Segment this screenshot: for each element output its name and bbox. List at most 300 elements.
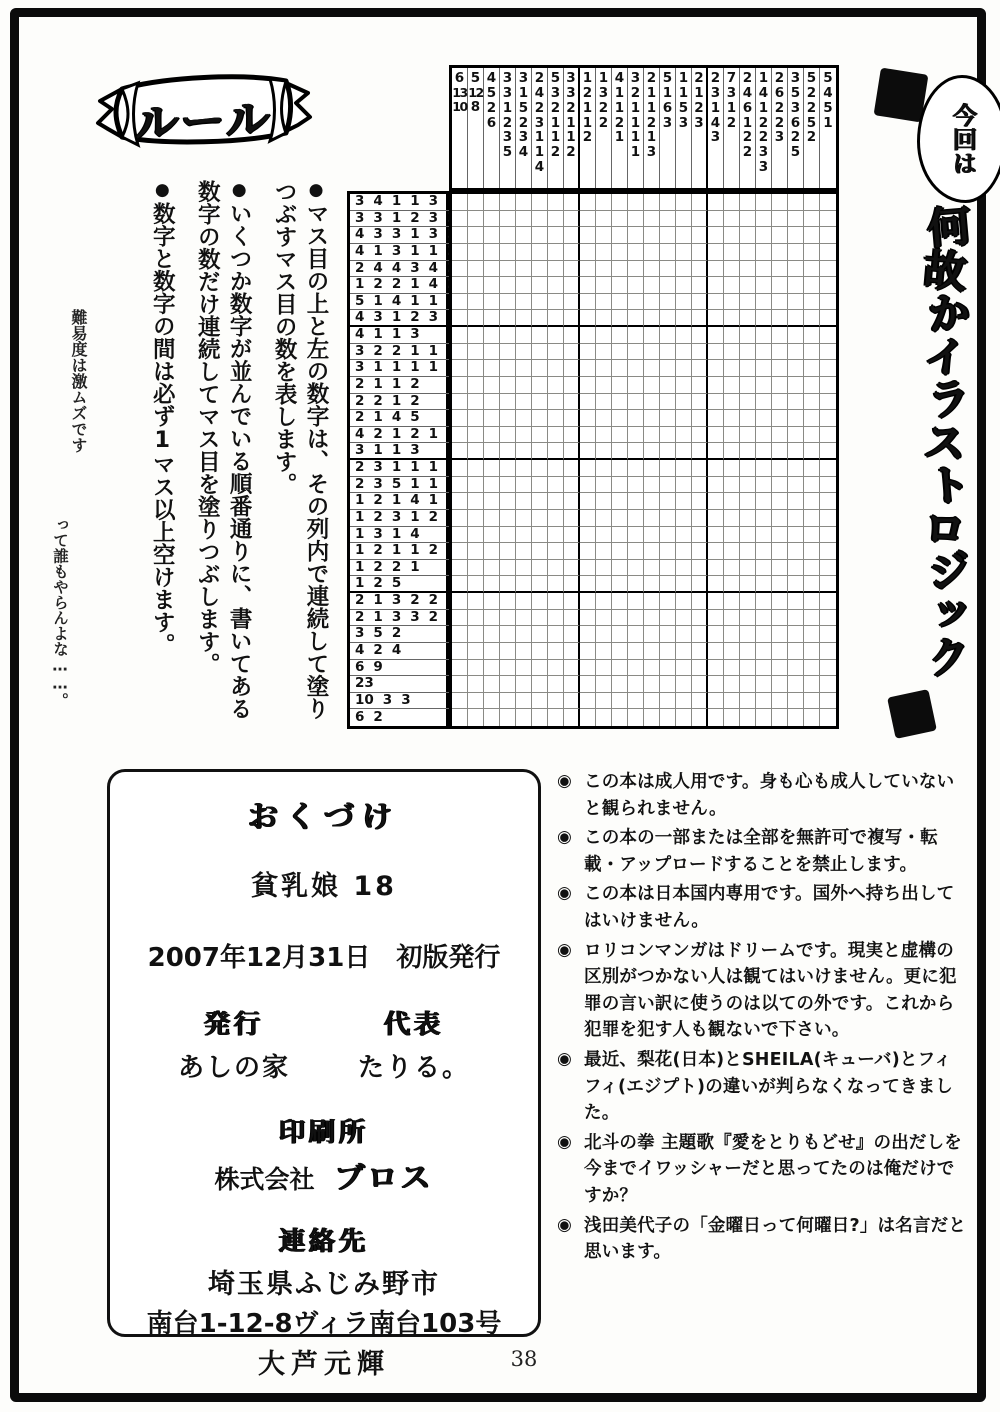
grid-cell <box>548 410 564 427</box>
grid-cell <box>772 527 788 544</box>
notice-bullet-icon: ◉ <box>557 771 572 791</box>
grid-cell <box>756 194 772 211</box>
grid-cell <box>628 277 644 294</box>
grid-cell <box>676 394 692 411</box>
grid-cell <box>740 244 756 261</box>
grid-cell <box>804 194 820 211</box>
grid-cell <box>468 261 484 278</box>
grid-cell <box>516 194 532 211</box>
grid-cell <box>500 643 516 660</box>
grid-cell <box>644 211 660 228</box>
grid-cell <box>740 194 756 211</box>
grid-cell <box>596 560 612 577</box>
row-clue-14: 2 1 4 5 <box>350 410 456 427</box>
aside-note: って誰もやらんよな……。 <box>51 517 69 708</box>
grid-cell <box>500 344 516 361</box>
grid-cell <box>692 527 708 544</box>
grid-cell <box>820 693 836 710</box>
grid-cell <box>612 410 628 427</box>
grid-cell <box>580 394 596 411</box>
grid-cell <box>772 477 788 494</box>
grid-cell <box>820 660 836 677</box>
grid-cell <box>468 394 484 411</box>
grid-cell <box>676 643 692 660</box>
difficulty-note: 難易度は激ムズです <box>69 309 88 453</box>
grid-cell <box>756 510 772 527</box>
grid-cell <box>564 377 580 394</box>
col-clue-7: 5 3 2 1 1 2 <box>548 68 564 188</box>
notice-item-2 <box>557 825 967 878</box>
row-clue-17: 2 3 1 1 1 <box>350 460 456 477</box>
grid-cell <box>612 460 628 477</box>
grid-cell <box>772 626 788 643</box>
grid-cell <box>452 593 468 610</box>
grid-cell <box>724 626 740 643</box>
grid-cell <box>708 510 724 527</box>
grid-cell <box>804 410 820 427</box>
grid-cell <box>628 377 644 394</box>
grid-cell <box>532 610 548 627</box>
grid-cell <box>660 227 676 244</box>
grid-cell <box>676 294 692 311</box>
grid-cell <box>772 543 788 560</box>
grid-cell <box>708 427 724 444</box>
title-character: 故 <box>915 245 969 293</box>
notice-bullet-icon: ◉ <box>557 1131 572 1152</box>
grid-cell <box>804 676 820 693</box>
notice-item-4 <box>557 938 967 1044</box>
grid-cell <box>676 227 692 244</box>
grid-cell <box>676 244 692 261</box>
grid-cell <box>708 244 724 261</box>
grid-cell <box>596 676 612 693</box>
grid-cell <box>612 693 628 710</box>
grid-cell <box>532 277 548 294</box>
grid-cell <box>628 427 644 444</box>
grid-cell <box>644 394 660 411</box>
col-clue-14: 5 1 6 3 <box>660 68 676 188</box>
grid-cell <box>532 626 548 643</box>
grid-cell <box>756 227 772 244</box>
grid-cell <box>660 443 676 460</box>
grid-cell <box>628 660 644 677</box>
grid-cell <box>724 211 740 228</box>
grid-cell <box>580 443 596 460</box>
col-clue-10: 1 3 2 2 <box>596 68 612 188</box>
grid-cell <box>804 261 820 278</box>
grid-cell <box>676 427 692 444</box>
grid-cell <box>564 261 580 278</box>
grid-cell <box>740 709 756 726</box>
grid-cell <box>756 443 772 460</box>
grid-cell <box>548 610 564 627</box>
puzzle-grid <box>449 191 839 729</box>
grid-cell <box>628 676 644 693</box>
grid-cell <box>756 560 772 577</box>
grid-cell <box>532 410 548 427</box>
grid-cell <box>740 477 756 494</box>
grid-cell <box>660 410 676 427</box>
puzzle-row-clues <box>347 191 449 729</box>
grid-cell <box>804 693 820 710</box>
grid-cell <box>676 360 692 377</box>
printer-company: 株式会社 <box>214 1165 315 1194</box>
title-character: ッ <box>915 589 969 637</box>
grid-cell <box>644 344 660 361</box>
grid-cell <box>756 676 772 693</box>
grid-cell <box>500 610 516 627</box>
grid-cell <box>708 660 724 677</box>
grid-cell <box>516 344 532 361</box>
grid-cell <box>788 310 804 327</box>
grid-cell <box>772 194 788 211</box>
grid-cell <box>612 477 628 494</box>
grid-cell <box>756 576 772 593</box>
row-clue-28: 4 2 4 <box>350 643 456 660</box>
grid-cell <box>772 327 788 344</box>
grid-cell <box>772 211 788 228</box>
grid-cell <box>612 593 628 610</box>
grid-cell <box>676 510 692 527</box>
grid-cell <box>516 261 532 278</box>
grid-cell <box>484 593 500 610</box>
rules-text-block <box>111 180 331 732</box>
grid-cell <box>484 543 500 560</box>
grid-cell <box>628 576 644 593</box>
grid-cell <box>820 327 836 344</box>
grid-cell <box>548 660 564 677</box>
grid-cell <box>740 676 756 693</box>
grid-cell <box>708 443 724 460</box>
notice-text: この本の一部または全部を無許可で複写・転載・アップロードすることを禁止します。 <box>584 828 938 875</box>
grid-cell <box>804 643 820 660</box>
row-clue-3: 4 3 3 1 3 <box>350 227 456 244</box>
grid-cell <box>484 244 500 261</box>
grid-cell <box>644 626 660 643</box>
grid-cell <box>756 527 772 544</box>
grid-cell <box>500 244 516 261</box>
grid-cell <box>692 277 708 294</box>
grid-cell <box>612 310 628 327</box>
grid-cell <box>580 377 596 394</box>
grid-cell <box>564 660 580 677</box>
grid-cell <box>692 443 708 460</box>
grid-cell <box>628 510 644 527</box>
grid-cell <box>452 194 468 211</box>
grid-cell <box>772 660 788 677</box>
grid-cell <box>788 493 804 510</box>
grid-cell <box>644 443 660 460</box>
row-clue-7: 5 1 4 1 1 <box>350 294 456 311</box>
grid-cell <box>676 410 692 427</box>
grid-cell <box>708 593 724 610</box>
grid-cell <box>612 261 628 278</box>
grid-cell <box>532 261 548 278</box>
grid-cell <box>612 344 628 361</box>
col-clue-6: 2 4 2 3 1 1 4 <box>532 68 548 188</box>
grid-cell <box>548 227 564 244</box>
grid-cell <box>644 310 660 327</box>
row-clue-31: 10 3 3 <box>350 693 456 710</box>
grid-cell <box>804 527 820 544</box>
grid-cell <box>596 360 612 377</box>
grid-cell <box>724 576 740 593</box>
grid-cell <box>628 194 644 211</box>
grid-cell <box>452 310 468 327</box>
grid-cell <box>532 377 548 394</box>
nonogram-puzzle <box>347 65 839 729</box>
grid-cell <box>820 344 836 361</box>
grid-cell <box>564 327 580 344</box>
grid-cell <box>740 427 756 444</box>
grid-cell <box>628 211 644 228</box>
grid-cell <box>484 194 500 211</box>
grid-cell <box>484 693 500 710</box>
grid-cell <box>692 360 708 377</box>
grid-cell <box>788 344 804 361</box>
grid-cell <box>516 244 532 261</box>
grid-cell <box>676 493 692 510</box>
grid-cell <box>660 626 676 643</box>
grid-cell <box>628 460 644 477</box>
grid-cell <box>740 560 756 577</box>
grid-cell <box>692 643 708 660</box>
grid-cell <box>564 244 580 261</box>
grid-cell <box>724 410 740 427</box>
col-clue-23: 5 2 2 5 2 <box>804 68 820 188</box>
title-character: か <box>919 288 973 336</box>
grid-cell <box>580 327 596 344</box>
grid-cell <box>740 510 756 527</box>
grid-cell <box>580 294 596 311</box>
col-clue-9: 1 2 1 1 2 <box>580 68 596 188</box>
col-clue-8: 3 3 2 1 1 2 <box>564 68 580 188</box>
grid-cell <box>580 477 596 494</box>
grid-cell <box>612 327 628 344</box>
grid-cell <box>788 543 804 560</box>
notice-bullet-icon: ◉ <box>557 1048 572 1069</box>
grid-cell <box>596 493 612 510</box>
grid-cell <box>692 427 708 444</box>
grid-cell <box>772 394 788 411</box>
grid-cell <box>548 244 564 261</box>
grid-cell <box>580 660 596 677</box>
grid-cell <box>628 261 644 278</box>
grid-cell <box>532 527 548 544</box>
grid-cell <box>820 244 836 261</box>
grid-cell <box>740 593 756 610</box>
grid-cell <box>724 510 740 527</box>
grid-cell <box>500 360 516 377</box>
grid-cell <box>452 660 468 677</box>
grid-cell <box>468 277 484 294</box>
grid-cell <box>484 493 500 510</box>
grid-cell <box>516 477 532 494</box>
grid-cell <box>548 194 564 211</box>
grid-cell <box>548 626 564 643</box>
grid-cell <box>820 211 836 228</box>
grid-cell <box>564 543 580 560</box>
grid-cell <box>820 493 836 510</box>
notice-bullet-icon: ◉ <box>557 883 572 904</box>
grid-cell <box>772 410 788 427</box>
grid-cell <box>772 277 788 294</box>
grid-cell <box>788 510 804 527</box>
grid-cell <box>692 261 708 278</box>
grid-cell <box>532 676 548 693</box>
grid-cell <box>548 327 564 344</box>
grid-cell <box>484 277 500 294</box>
grid-cell <box>740 344 756 361</box>
grid-cell <box>660 460 676 477</box>
grid-cell <box>644 510 660 527</box>
grid-cell <box>676 327 692 344</box>
grid-cell <box>564 560 580 577</box>
grid-cell <box>548 377 564 394</box>
grid-cell <box>644 527 660 544</box>
grid-cell <box>740 610 756 627</box>
printer-block <box>214 1112 433 1197</box>
grid-cell <box>724 610 740 627</box>
grid-cell <box>628 394 644 411</box>
grid-cell <box>788 576 804 593</box>
grid-cell <box>452 227 468 244</box>
grid-cell <box>452 460 468 477</box>
grid-cell <box>820 610 836 627</box>
grid-cell <box>804 560 820 577</box>
grid-cell <box>500 560 516 577</box>
grid-cell <box>788 294 804 311</box>
grid-cell <box>596 709 612 726</box>
contact-name: 大芦元輝 <box>257 1349 390 1380</box>
grid-cell <box>740 261 756 278</box>
grid-cell <box>484 576 500 593</box>
grid-cell <box>740 377 756 394</box>
grid-cell <box>484 626 500 643</box>
grid-cell <box>708 610 724 627</box>
grid-cell <box>788 643 804 660</box>
notice-text: この本は日本国内専用です。国外へ持ち出してはいけません。 <box>584 884 955 931</box>
grid-cell <box>516 510 532 527</box>
row-clue-6: 1 2 2 1 4 <box>350 277 456 294</box>
grid-cell <box>468 527 484 544</box>
grid-cell <box>564 610 580 627</box>
grid-cell <box>804 626 820 643</box>
grid-cell <box>532 227 548 244</box>
grid-cell <box>660 194 676 211</box>
grid-cell <box>740 527 756 544</box>
grid-cell <box>676 593 692 610</box>
grid-cell <box>516 709 532 726</box>
notice-text: 北斗の拳 主題歌『愛をとりもどせ』の出だしを今までイワッシャーだと思ってたのは俺だけですか？ <box>584 1132 962 1206</box>
address-line-1: 埼玉県ふじみ野市 <box>207 1269 440 1300</box>
row-clue-4: 4 1 3 1 1 <box>350 244 456 261</box>
grid-cell <box>580 277 596 294</box>
grid-cell <box>628 344 644 361</box>
grid-cell <box>788 227 804 244</box>
grid-cell <box>580 310 596 327</box>
grid-cell <box>804 227 820 244</box>
grid-cell <box>500 227 516 244</box>
grid-cell <box>724 443 740 460</box>
grid-cell <box>820 360 836 377</box>
grid-cell <box>500 443 516 460</box>
grid-cell <box>692 294 708 311</box>
grid-cell <box>660 660 676 677</box>
grid-cell <box>484 410 500 427</box>
grid-cell <box>692 344 708 361</box>
grid-cell <box>676 543 692 560</box>
grid-cell <box>548 294 564 311</box>
grid-cell <box>740 576 756 593</box>
grid-cell <box>596 643 612 660</box>
grid-cell <box>484 394 500 411</box>
grid-cell <box>756 344 772 361</box>
grid-cell <box>452 576 468 593</box>
grid-cell <box>628 493 644 510</box>
grid-cell <box>772 576 788 593</box>
grid-cell <box>580 543 596 560</box>
grid-cell <box>804 294 820 311</box>
grid-cell <box>580 676 596 693</box>
notice-item-6 <box>557 1130 967 1210</box>
grid-cell <box>660 394 676 411</box>
grid-cell <box>500 626 516 643</box>
grid-cell <box>692 394 708 411</box>
grid-cell <box>740 360 756 377</box>
grid-cell <box>516 294 532 311</box>
col-clue-16: 2 1 2 3 <box>692 68 708 188</box>
publisher-name: あしの家 <box>177 1053 290 1083</box>
grid-cell <box>692 410 708 427</box>
grid-cell <box>724 660 740 677</box>
grid-cell <box>500 576 516 593</box>
grid-cell <box>676 194 692 211</box>
grid-cell <box>564 394 580 411</box>
grid-cell <box>676 576 692 593</box>
grid-cell <box>596 294 612 311</box>
grid-cell <box>500 676 516 693</box>
grid-cell <box>452 277 468 294</box>
grid-cell <box>612 676 628 693</box>
grid-cell <box>644 261 660 278</box>
grid-cell <box>676 443 692 460</box>
grid-cell <box>484 660 500 677</box>
grid-cell <box>740 460 756 477</box>
grid-cell <box>788 460 804 477</box>
grid-cell <box>516 693 532 710</box>
notice-item-1 <box>557 769 967 822</box>
grid-cell <box>756 427 772 444</box>
grid-cell <box>468 643 484 660</box>
notice-item-5 <box>557 1047 967 1127</box>
row-clue-26: 2 1 3 3 2 <box>350 610 456 627</box>
row-clue-11: 3 1 1 1 1 <box>350 360 456 377</box>
grid-cell <box>772 610 788 627</box>
grid-cell <box>660 576 676 593</box>
grid-cell <box>644 227 660 244</box>
grid-cell <box>708 377 724 394</box>
row-clue-22: 1 2 1 1 2 <box>350 543 456 560</box>
grid-cell <box>484 443 500 460</box>
grid-cell <box>468 477 484 494</box>
grid-cell <box>596 310 612 327</box>
row-clue-12: 2 1 1 2 <box>350 377 456 394</box>
row-clue-8: 4 3 1 2 3 <box>350 310 456 327</box>
grid-cell <box>564 709 580 726</box>
grid-cell <box>564 443 580 460</box>
grid-cell <box>468 443 484 460</box>
